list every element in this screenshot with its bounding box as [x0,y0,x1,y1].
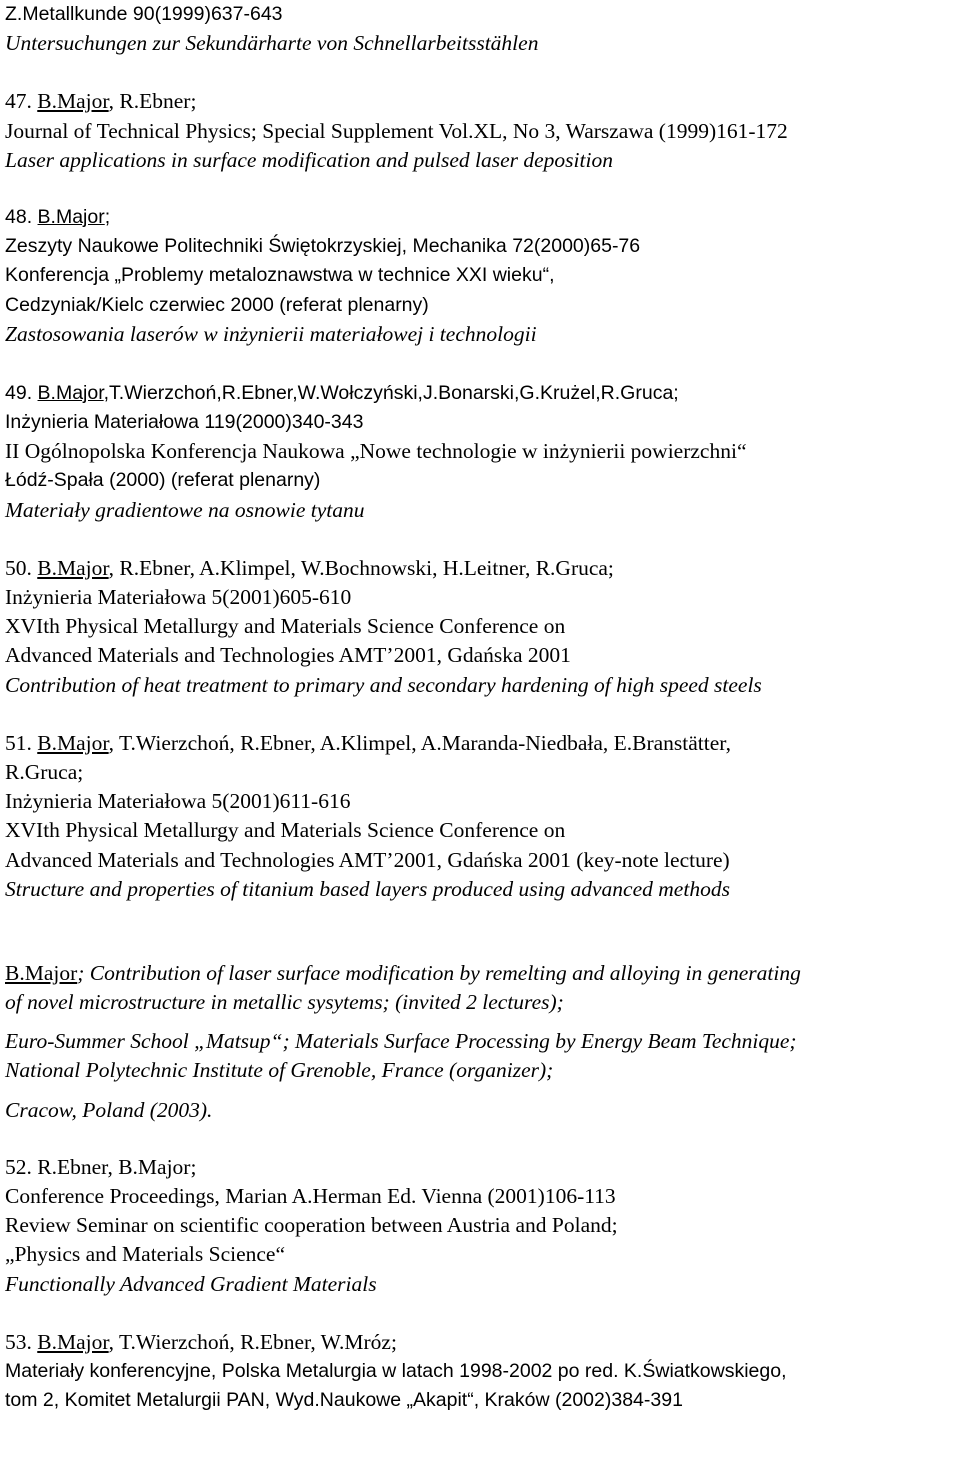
author-name: B.Major [37,89,109,114]
text-segment: , T.Wierzchoń, R.Ebner, W.Mróz; [108,1329,397,1354]
reference-line: XVIth Physical Metallurgy and Materials Science Conference on [5,818,566,843]
reference-entry [5,379,960,525]
reference-line: of novel microstructure in metallic sysytems; (invited 2 lectures); [5,990,564,1015]
reference-line: Advanced Materials and Technologies AMT’2001, Gdańska 2001 [5,643,571,668]
reference-line: Konferencja „Problemy metaloznawstwa w technice XXI wieku“, [5,264,555,287]
reference-line: Cedzyniak/Kielc czerwiec 2000 (referat plenarny) [5,293,429,316]
reference-entry [5,1328,960,1416]
reference-line: Cracow, Poland (2003). [5,1097,213,1122]
reference-entry [5,0,960,58]
reference-line: Łódź-Spała (2000) (referat plenarny) [5,469,321,492]
reference-line: Structure and properties of titanium based layers produced using advanced methods [5,876,730,901]
text-segment: 51. [5,730,38,755]
reference-entry [5,729,960,904]
reference-line: R.Gruca; [5,759,84,784]
reference-line: Contribution of heat treatment to primary and secondary hardening of high speed steels [5,672,762,697]
reference-entry [5,203,960,349]
reference-line: Zastosowania laserów w inżynierii materiałowej i technologii [5,321,537,346]
reference-line [5,554,960,583]
text-segment: 50. [5,555,38,580]
author-name: B.Major [37,205,105,228]
reference-line: Inżynieria Materiałowa 119(2000)340-343 [5,411,364,434]
text-segment: ,T.Wierzchoń,R.Ebner,W.Wołczyński,J.Bonarski,G.Krużel,R.Gruca; [103,381,679,404]
reference-line [5,959,960,988]
reference-line: Inżynieria Materiałowa 5(2001)605-610 [5,585,352,609]
text-segment: ; [104,205,111,228]
reference-line: II Ogólnopolska Konferencja Naukowa „Nowe technologie w inżynierii powierzchni“ [5,439,747,464]
reference-line: XVIth Physical Metallurgy and Materials Science Conference on [5,614,566,639]
reference-line: Laser applications in surface modification and pulsed laser deposition [5,147,613,172]
reference-line: tom 2, Komitet Metalurgii PAN, Wyd.Naukowe „Akapit“, Kraków (2002)384-391 [5,1389,683,1412]
text-segment: 47. [5,89,38,114]
reference-line: Untersuchungen zur Sekundärharte von Schnellarbeitsstählen [5,31,539,56]
text-segment: , R.Ebner, A.Klimpel, W.Bochnowski, H.Leitner, R.Gruca; [108,555,614,580]
reference-line [5,379,960,408]
text-segment: , T.Wierzchoń, R.Ebner, A.Klimpel, A.Maranda-Niedbała, E.Branstätter, [108,730,731,755]
reference-line [5,87,960,116]
author-name: B.Major [37,730,109,755]
reference-line: „Physics and Materials Science“ [5,1242,286,1267]
reference-entry [5,87,960,175]
reference-line: Functionally Advanced Gradient Materials [5,1271,377,1296]
reference-line: Journal of Technical Physics; Special Supplement Vol.XL, No 3, Warszawa (1999)161-172 [5,118,788,143]
author-name: B.Major [37,1329,109,1354]
reference-line: Advanced Materials and Technologies AMT’2001, Gdańska 2001 (key-note lecture) [5,847,730,872]
reference-line: Zeszyty Naukowe Politechniki Świętokrzyskiej, Mechanika 72(2000)65-76 [5,235,641,258]
reference-line: Inżynieria Materiałowa 5(2001)611-616 [5,789,351,814]
text-segment: 48. [5,205,38,228]
reference-line [5,729,960,758]
reference-line: 52. R.Ebner, B.Major; [5,1154,197,1179]
text-segment: ; Contribution of laser surface modification by remelting and alloying in generating [77,960,801,985]
text-segment: 53. [5,1329,38,1354]
reference-line [5,1328,960,1357]
reference-line: Z.Metallkunde 90(1999)637-643 [5,3,283,25]
reference-line: Review Seminar on scientific cooperation between Austria and Poland; [5,1213,618,1238]
reference-line: National Polytechnic Institute of Grenoble, France (organizer); [5,1058,554,1083]
author-name: B.Major [5,960,78,985]
text-segment: 49. [5,381,38,404]
reference-line [5,203,960,232]
reference-entry [5,959,960,1017]
author-name: B.Major [37,381,104,404]
reference-line: Conference Proceedings, Marian A.Herman Ed. Vienna (2001)106-113 [5,1184,616,1208]
reference-entry [5,1096,960,1125]
reference-entry [5,1027,960,1085]
publication-list [5,0,960,1415]
reference-entry [5,554,960,700]
reference-line: Materiały gradientowe na osnowie tytanu [5,497,365,522]
reference-line: Euro-Summer School „Matsup“; Materials Surface Processing by Energy Beam Technique; [5,1029,797,1054]
reference-line: Materiały konferencyjne, Polska Metalurgia w latach 1998-2002 po red. K.Światkowskiego, [5,1359,787,1382]
reference-entry [5,1153,960,1299]
author-name: B.Major [37,555,109,580]
text-segment: , R.Ebner; [108,89,197,114]
